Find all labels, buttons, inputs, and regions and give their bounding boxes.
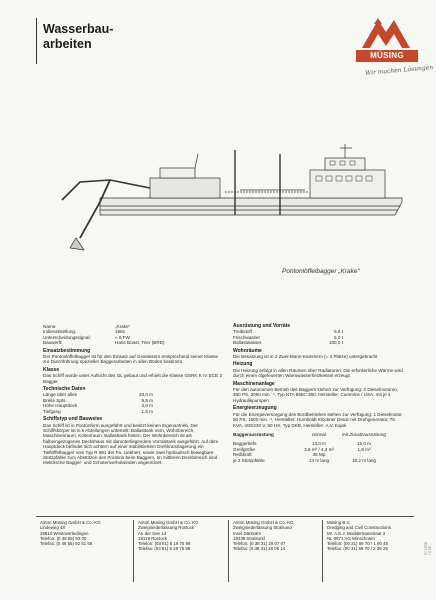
- section-text: Das Schiff wurde unter Aufsicht des GL gebaut und erhielt die Klasse GSRK K IV ECE 2 Bagger: [43, 373, 222, 384]
- section-heading: Wohnräume: [233, 347, 262, 354]
- section-text: Die Besatzung ist in 2 Zwei-Mann-Kammern (= 4 Plätze) untergebracht: [233, 354, 378, 360]
- section-text: Das Schiff ist in Pontonform ausgeführt und besitzt keinen Eigenantrieb. Der Schiffskörper ist in 5 Abteilungen unterteilt: Ballasttank vorn, Wohnbereich, Maschinenraum, Kokenraum, Ballasttank hinten. Der Wohnbereich ist als halbeingezogenes Deckshaus mit darunterliegendem Vorratstank ausgeführt. Auf dem Hauptdeck befindet sich achtern auf einer stabilisiertem Drehkranzlagerung ein Tieflöffelbagger vom Typ R 981 der Fa. Liebherr, sowie zwei hydraulisch bewegbare Stützpfähle zum Abstützen des Pontons beim Baggern. Im mittleren Deckbereich sind elektrische Bagger- und Schutenverholwinden angeordnet.: [43, 422, 219, 466]
- left-column: [43, 324, 223, 466]
- section-heading: Schiffstyp und Bauweise: [43, 416, 103, 423]
- spec-row: Ballastwasser 100,0 t: [233, 340, 343, 346]
- section-heading: Ausrüstung und Vorräte: [233, 323, 291, 329]
- section-text: Für den autonomen Betrieb des Baggers stehen zur Verfügung: 2 Dieselmotoren, 380 PS, 2050 min.⁻¹, Typ NTA 855C 360, Hersteller: Cummins / USA, mit je 4 Hydraulikpumpen: [233, 387, 399, 403]
- spec-row: Tiefgang 1,5 m: [43, 408, 153, 414]
- gear-row: Baggertiefe 13,0 m 15,0 m: [233, 441, 372, 447]
- info-row: Bauwerft: Hans Boost, Trier (BRD): [43, 340, 165, 346]
- section-heading: Technische Daten: [43, 386, 86, 393]
- section-heading: Klasse: [43, 366, 60, 373]
- section-text: Der Pontonlöffelbagger ist für den Einsatz auf Gewässern entsprechend seiner Klasse zur Durchführung spezieller Baggerarbeiten in allen Böden bestimmt.: [43, 354, 219, 365]
- section-heading: Maschinenanlage: [233, 380, 275, 387]
- footer-address: Anton Müsing GmbH & Co. KG Zweigniederlassung Stralsund Insel Dänholm 18439 Stralsund Telefon: (0 38 31) 29 07 07 Telefax: (0 38 31) 28 06 14: [233, 520, 294, 552]
- info-row: Name: „Krake“: [43, 324, 131, 329]
- muesing-logo: [358, 14, 414, 50]
- footer-address: Anton Müsing GmbH & Co. KG Lindeweg 48 26810 Westoverledingen Telefon: (0 49 55) 92 00 Telefax: (0 49 55) 92 51 68: [40, 520, 101, 547]
- spec-row: Länge über alles 33,0 m: [43, 392, 153, 398]
- footer-rule: [36, 516, 414, 517]
- print-code: 07.1998 / 0.05: [424, 542, 432, 555]
- info-row: Indienststellung: 1981: [43, 329, 126, 335]
- gear-header: Baggerausrüstung normal mit Zusatzausrüstung: [233, 431, 386, 437]
- ship-drawing: [40, 140, 410, 255]
- footer-divider: [133, 520, 134, 582]
- logo-wordmark: MÜSING: [356, 50, 418, 62]
- title-rule-left: [36, 18, 37, 64]
- footer-divider: [322, 520, 323, 582]
- footer-address: Müsing B.V. Dredging and Civil Constructions Mr. A.E.J. Moddermanstraat 3 NL 9671 AG Winschoten Telefon: (00 31) 59 70 / 1 90 45 Telefax: (00 31) 59 70 / 2 36 28: [327, 520, 391, 552]
- spec-row: Breite Spts. 9,5 m: [43, 397, 153, 403]
- logo-slogan: Wir machen Lösungen: [364, 64, 434, 77]
- section-heading: Einsatzbestimmung: [43, 347, 91, 354]
- footer-divider: [228, 520, 229, 582]
- footer-address: Anton Müsing GmbH & Co. KG Zweigniederlassung Rostock An der See 14 18119 Rostock Telefon: (03 81) 5 19 75 99 Telefax: (03 81) 5 19 75 98: [138, 520, 199, 552]
- spec-row: Treibstoff 9,5 t: [233, 329, 343, 335]
- right-column: [233, 324, 403, 463]
- spec-row: Frischwasser 5,0 t: [233, 334, 343, 340]
- section-heading: Energieerzeugung: [233, 405, 277, 412]
- section-heading: Heizung: [233, 361, 253, 368]
- muesing-logo-mark-icon: [358, 14, 414, 50]
- section-text: Für die Energieversorgung des Bordbetriebes stehen zur Verfügung: 1 Dieselmotor, 50 PS, 1500 min.⁻¹, Hersteller: Humboldt Klöckner Deutz mit Drehgenerator, 75 KVA, 400/230 V, 50 HX, Typ DKB, Hersteller: A.V. Kajok: [233, 411, 403, 428]
- gear-row: je 2 Stützpfähle 14 m lang 19,2 m lang: [233, 457, 376, 463]
- section-text: Die Heizung erfolgt in allen Räumen über Radiatoren. Die erforderliche Wärme wird durch einen ölgefeuerten Warmwasserheizkessel erzeugt.: [233, 367, 403, 379]
- spec-row: Höhe Hauptdeck 3,0 m: [43, 403, 153, 409]
- gear-row: Reißkraft 35 Mp: [233, 452, 326, 458]
- info-row: Unterscheidungssignal: « 8 FW: [43, 334, 130, 340]
- page-title: Wasserbau- arbeiten: [43, 22, 114, 51]
- drawing-caption: Pontonlöffelbagger „Krake“: [282, 268, 360, 275]
- gear-row: Greifgröße 3,6 m³ / 4,3 m³ 1,8 m³: [233, 446, 371, 452]
